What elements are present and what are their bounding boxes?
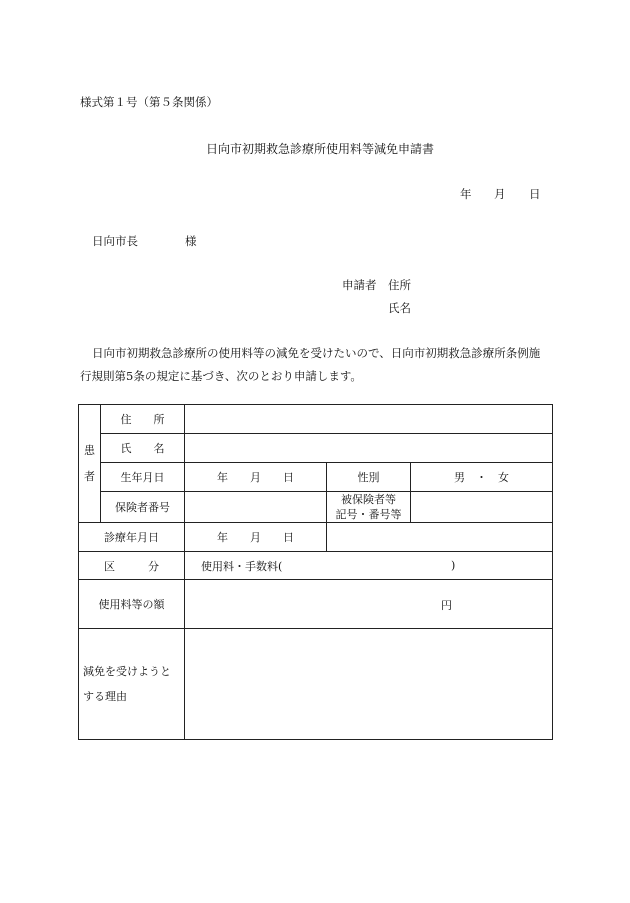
row-insurance <box>79 492 553 523</box>
applicant-address-label: 住所 <box>388 278 411 292</box>
category-label: 区 分 <box>79 552 185 580</box>
category-close: ) <box>451 559 456 572</box>
address-label: 住 所 <box>101 405 185 434</box>
reason-label-line-2: する理由 <box>83 690 127 703</box>
name-label: 氏 名 <box>101 434 185 463</box>
application-table <box>78 404 553 740</box>
amount-field[interactable] <box>185 580 553 629</box>
reason-label <box>79 629 185 740</box>
row-visit-date <box>79 523 553 552</box>
row-birthdate <box>79 463 553 492</box>
row-reason <box>79 629 553 740</box>
sex-options[interactable]: 男 ・ 女 <box>411 463 553 492</box>
patient-char-2: 者 <box>84 469 95 483</box>
row-amount <box>79 580 553 629</box>
amount-unit: 円 <box>441 599 452 612</box>
visit-date-label: 診療年月日 <box>79 523 185 552</box>
body-text-line-2: 行規則第5条の規定に基づき、次のとおり申請します。 <box>80 369 362 383</box>
insured-field[interactable] <box>411 492 553 523</box>
applicant-label: 申請者 <box>342 278 377 292</box>
amount-label: 使用料等の額 <box>79 580 185 629</box>
birthdate-field[interactable]: 年 月 日 <box>185 463 327 492</box>
reason-label-line-1: 減免を受けようと <box>83 665 171 678</box>
form-number: 様式第１号（第５条関係） <box>80 95 218 109</box>
insured-label-line-1: 被保険者等 <box>341 493 396 506</box>
row-address <box>79 405 553 434</box>
addressee-honorific: 様 <box>185 234 197 248</box>
row-name <box>79 434 553 463</box>
visit-date-field[interactable]: 年 月 日 <box>185 523 327 552</box>
row-category <box>79 552 553 580</box>
sex-label: 性別 <box>327 463 411 492</box>
visit-date-blank <box>327 523 553 552</box>
insurance-field[interactable] <box>185 492 327 523</box>
date-month: 月 <box>494 187 506 201</box>
address-field[interactable] <box>185 405 553 434</box>
birthdate-label: 生年月日 <box>101 463 185 492</box>
insured-label <box>327 492 411 523</box>
date-year: 年 <box>460 187 472 201</box>
date-day: 日 <box>529 187 541 201</box>
category-value: 使用料・手数料( <box>201 559 283 573</box>
insurance-label: 保険者番号 <box>101 492 185 523</box>
form-title: 日向市初期救急診療所使用料等減免申請書 <box>206 142 435 156</box>
body-text-line-1: 日向市初期救急診療所の使用料等の減免を受けたいので、日向市初期救急診療所条例施 <box>92 346 541 360</box>
addressee-name: 日向市長 <box>92 234 138 248</box>
insured-label-line-2: 記号・番号等 <box>335 508 402 521</box>
applicant-name-label: 氏名 <box>388 301 411 315</box>
patient-char-1: 患 <box>84 443 95 457</box>
category-field[interactable] <box>185 552 553 580</box>
patient-group-label <box>79 405 101 523</box>
name-field[interactable] <box>185 434 553 463</box>
reason-field[interactable] <box>185 629 553 740</box>
